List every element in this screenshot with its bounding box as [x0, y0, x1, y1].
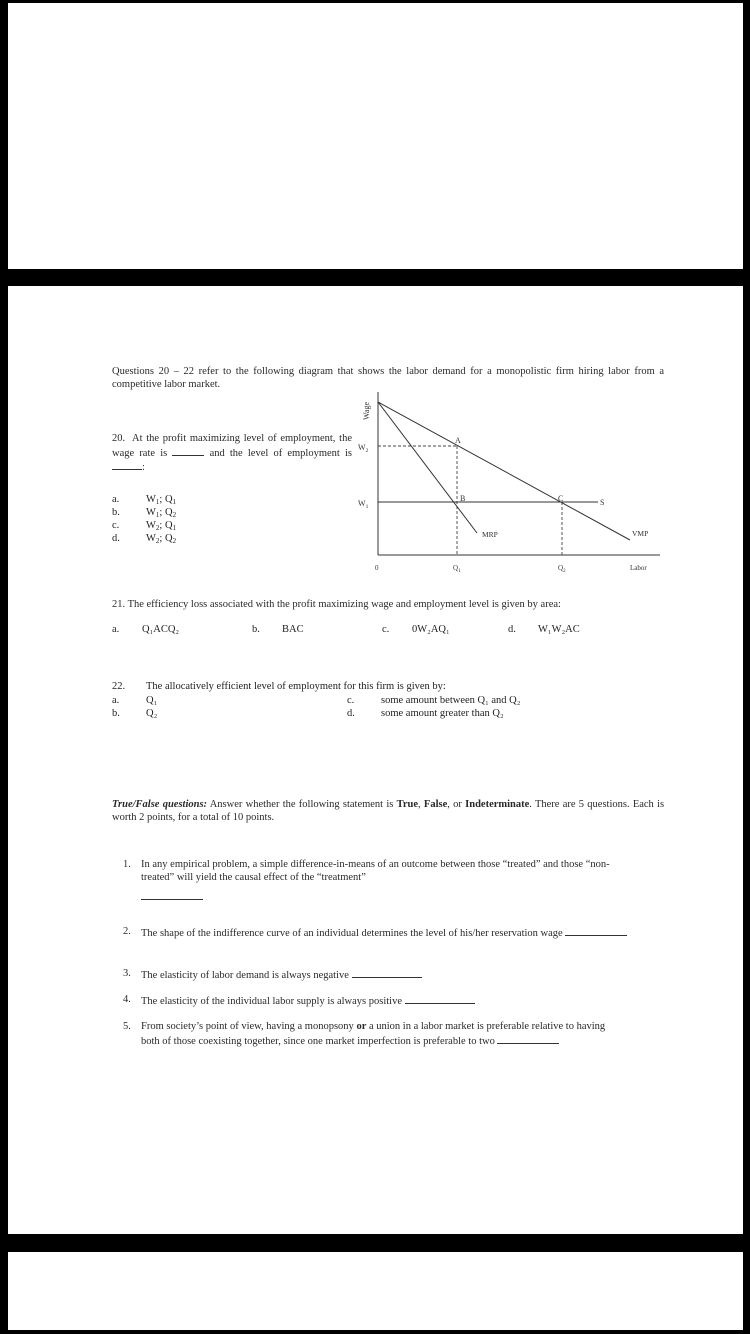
indeterminate-word: Indeterminate: [465, 799, 530, 810]
option-w: W: [146, 533, 156, 544]
vmp-line: [378, 402, 630, 540]
next-page-fragment: [8, 1252, 743, 1330]
tf-item-5: [112, 1021, 612, 1048]
option-q-sub: 1: [172, 524, 177, 532]
tf-item-text: From society’s point of view, having a monopsony: [141, 1021, 354, 1032]
x-axis-label: Labor: [630, 564, 647, 572]
tf-item-number: 3.: [123, 968, 131, 979]
document-page: Questions 20 – 22 refer to the following diagram that shows the labor demand for a monopolistic firm hiring labor from a competitive labor market. 20. At the profit maximizing level of employment, the wage rate is and the level of employment is : a. $W_1$; $Q_1$ b. $W_1$; $Q_2$ c. $W_2$; $Q_1$ d. $W_2$; $Q_2$ Wage $W_2$ $W_1$ A B C S MRP VMP 0 $Q_1$ $Q_2$ Labor 21. The efficiency loss associated with the profit maximizing wage and employment level is given by area: a. Q₁ACQ₂ b. BAC c. 0W₂AQ₁ d. W₁W₂AC 22. The allocatively efficient level of employment for this firm is given by: a. Q₁ b. Q₂ c. some amount between Q₁ and Q₂ d. some amount greater than Q₂ True/False questions: Answer whether the following statement is True, False, or Indeterminate. There are 5 questions. Each is worth 2 points, for a total of 10 points. 1. In any empirical problem, a simple difference-in-means of an outcome between those “treated” and those “non-treated” will yield the causal effect of the “treatment” 2. The shape of the indifference curve of an individual determines the level of his/her reservation wage 3. The elasticity of labor demand is always negative 4. The elasticity of the individual labor supply is always positive 5. From society’s point of view, having a monopsony or a union in a labor market is preferable relative to having both of those coexisting together, since one market imperfection is preferable to two: [8, 286, 743, 1234]
point-a-label: A: [455, 436, 461, 445]
w1-label: $W_1$: [358, 499, 369, 510]
option-text: Q₁: [146, 695, 158, 706]
tf-item-text-cont: a union in a labor market is preferable relative to having both of those coexisting together, since one market imperfection is preferable to two: [141, 1021, 606, 1047]
option-letter: d.: [508, 624, 516, 635]
option-letter: d.: [347, 708, 355, 719]
questions-intro: [112, 366, 664, 391]
tf-instructions-text: Answer whether the following statement is: [209, 799, 394, 810]
option-text: BAC: [282, 624, 304, 635]
tf-instructions-tail: . There are 5 questions. Each is worth 2 points, for a total of 10 points.: [112, 799, 665, 823]
option-letter: c.: [112, 520, 120, 531]
origin-label: 0: [375, 564, 379, 572]
tf-heading: True/False questions:: [112, 799, 208, 810]
q22-stem: The allocatively efficient level of employment for this firm is given by:: [146, 681, 446, 692]
tf-item-number: 2.: [123, 926, 131, 937]
q20-colon: :: [142, 462, 145, 473]
option-q: Q: [164, 533, 173, 544]
tf-answer-blank-3: [352, 968, 422, 978]
option-q-sub: 1: [172, 498, 177, 506]
tf-item-1: [112, 859, 642, 905]
y-axis-label: Wage: [362, 401, 371, 420]
option-w-sub: 2: [155, 524, 160, 532]
tf-item-text: The elasticity of the individual labor supply is always positive: [141, 996, 402, 1007]
mrp-line: [378, 402, 477, 533]
option-letter: a.: [112, 695, 120, 706]
option-q: Q: [164, 494, 173, 505]
option-w: W: [146, 507, 156, 518]
option-letter: b.: [112, 507, 120, 518]
option-q: Q: [164, 507, 173, 518]
option-q-sub: 2: [172, 511, 177, 519]
option-text: 0W₂AQ₁: [412, 624, 450, 635]
point-c-label: C: [558, 494, 564, 503]
option-w-sub: 2: [155, 537, 160, 545]
question-21: [112, 599, 664, 612]
option-w: W: [146, 520, 156, 531]
tf-item-4: [112, 994, 642, 1009]
tf-item-text: The shape of the indifference curve of an individual determines the level of his/her reservation wage: [141, 928, 563, 939]
q1-label: $Q_1$: [453, 564, 461, 574]
q2-label: $Q_2$: [558, 564, 566, 574]
intro-text: Questions 20 – 22 refer to the following diagram that shows the labor demand for a monopolistic firm hiring labor from a competitive labor market.: [112, 366, 664, 390]
q21-number: 21.: [112, 599, 126, 610]
option-text: Q₂: [146, 708, 158, 719]
tf-item-number: 1.: [123, 859, 131, 870]
q22-number: 22.: [112, 681, 126, 692]
q20-answer-blank-employment: [112, 460, 142, 470]
option-text: some amount between Q₁ and Q₂: [381, 695, 521, 706]
option-text: W₁W₂AC: [538, 624, 580, 635]
tf-answer-blank-2: [565, 926, 627, 936]
q20-stem-part2: and the level of employment is: [209, 447, 353, 459]
option-q-sub: 2: [172, 537, 177, 545]
tf-item-text: The elasticity of labor demand is always negative: [141, 970, 349, 981]
mrp-label: MRP: [482, 530, 498, 539]
option-text: Q₁ACQ₂: [142, 624, 180, 635]
option-letter: b.: [112, 708, 120, 719]
option-q: Q: [164, 520, 173, 531]
or-word: or: [453, 799, 462, 810]
tf-instructions: True/False questions: Answer whether the following statement is True, False, or Indeterminate. There are 5 questions. Each is worth 2 points, for a total of 10 points.: [112, 799, 665, 823]
option-letter: c.: [347, 695, 355, 706]
false-word: False: [423, 799, 448, 810]
w2-label: $W_2$: [358, 443, 369, 454]
tf-item-bold-or: or: [356, 1021, 367, 1032]
tf-answer-blank-1: [141, 890, 203, 900]
option-letter: b.: [252, 624, 260, 635]
tf-answer-blank-5: [497, 1034, 559, 1044]
q20-stem-part1: At the profit maximizing level of employment, the wage rate is: [112, 433, 352, 459]
option-w: W: [146, 494, 156, 505]
tf-item-3: [112, 968, 642, 983]
option-letter: a.: [112, 494, 120, 505]
q21-stem: The efficiency loss associated with the profit maximizing wage and employment level is given by area:: [127, 599, 561, 610]
previous-page-fragment: [8, 3, 743, 269]
true-word: True: [396, 799, 419, 810]
tf-answer-blank-4: [405, 994, 475, 1004]
vmp-label: VMP: [632, 529, 649, 538]
q20-answer-blank-wage: [172, 446, 204, 456]
labor-market-diagram: [350, 390, 670, 580]
tf-item-text: In any empirical problem, a simple difference-in-means of an outcome between those “treated” and those “non-treated” will yield the causal effect of the “treatment”: [141, 859, 610, 883]
question-20: [112, 433, 352, 475]
point-b-label: B: [460, 494, 466, 503]
tf-item-2: [112, 926, 642, 941]
supply-label: S: [600, 498, 605, 507]
q20-number: 20.: [112, 433, 126, 444]
option-w-sub: 1: [155, 511, 160, 519]
option-text: some amount greater than Q₂: [381, 708, 504, 719]
option-letter: a.: [112, 624, 120, 635]
option-letter: d.: [112, 533, 120, 544]
option-w-sub: 1: [155, 498, 160, 506]
option-letter: c.: [382, 624, 390, 635]
tf-item-number: 4.: [123, 994, 131, 1005]
tf-item-number: 5.: [123, 1021, 131, 1032]
